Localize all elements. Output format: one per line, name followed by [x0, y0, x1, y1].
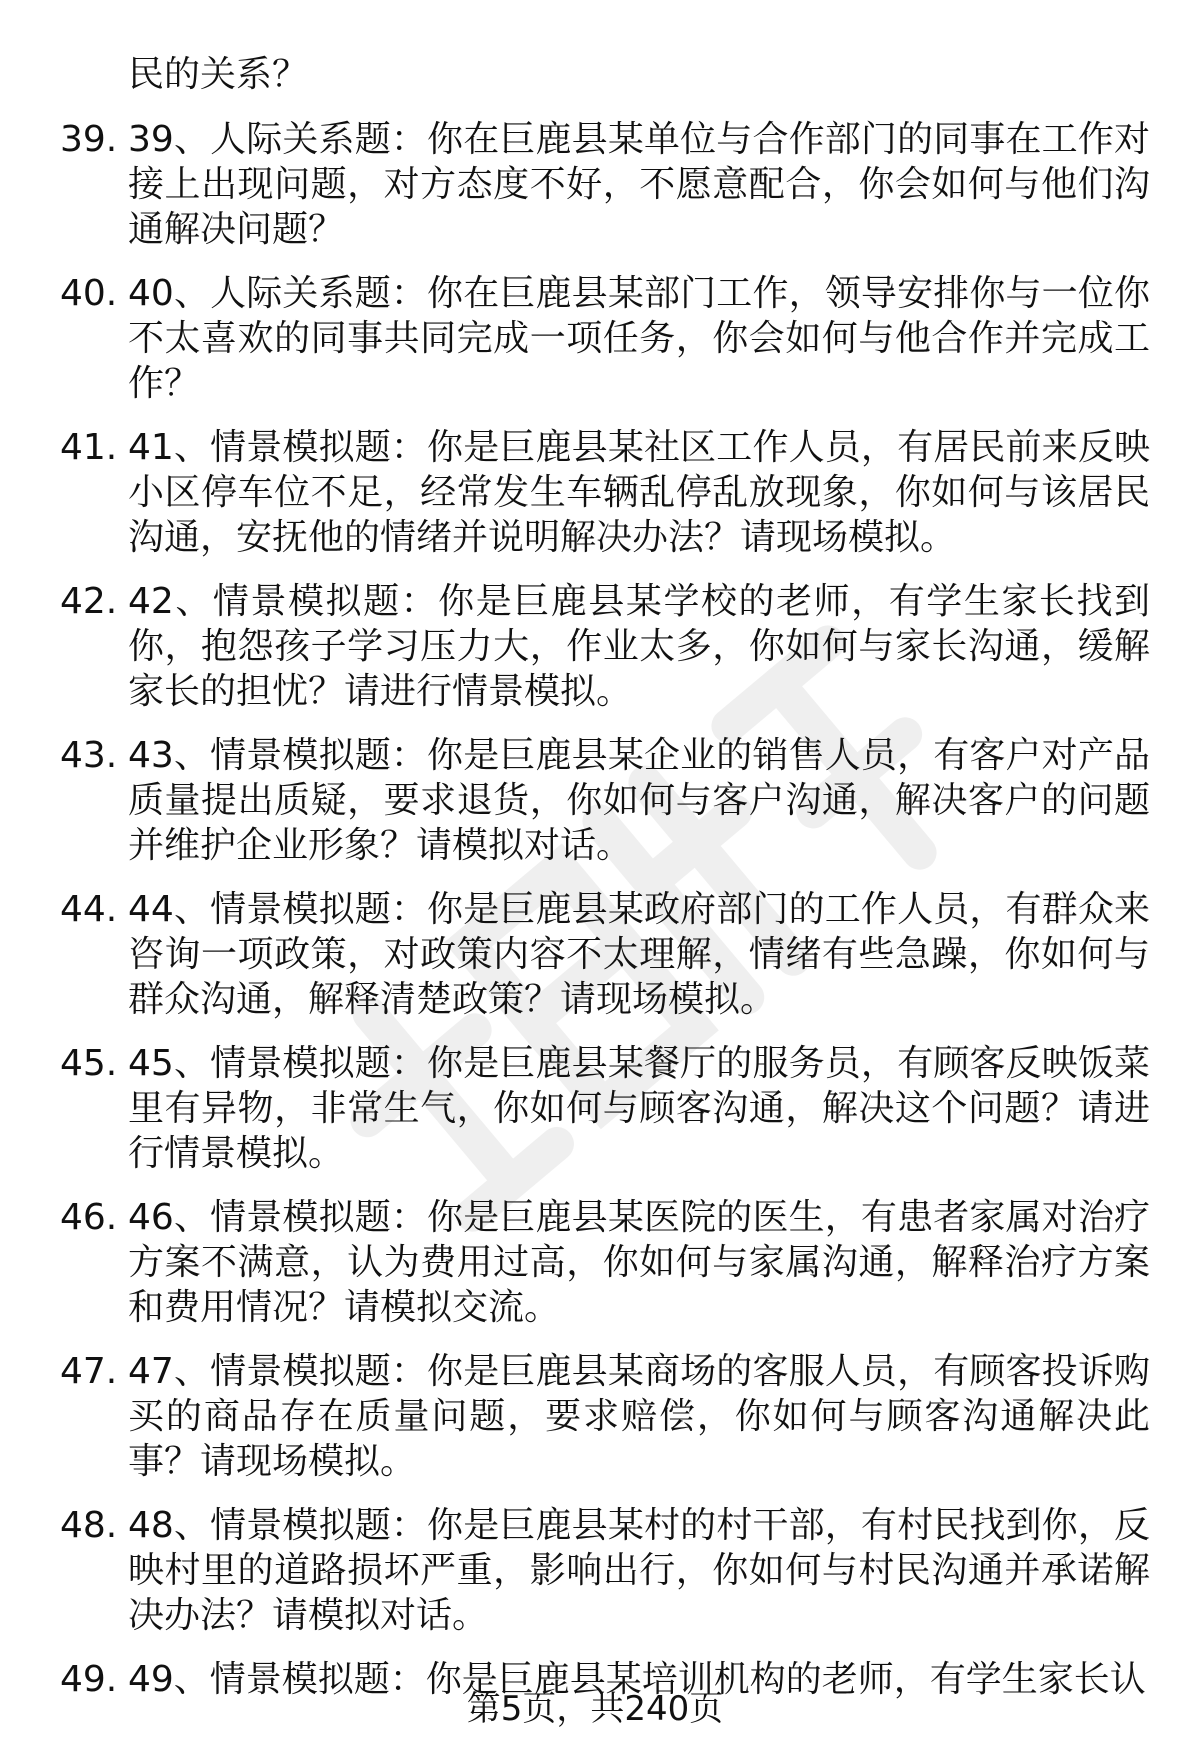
list-item	[60, 579, 1150, 714]
list-item-number: 42.	[60, 581, 118, 622]
list-item-number: 40.	[60, 273, 118, 314]
list-item-number: 43.	[60, 735, 118, 776]
list-item-number: 48.	[60, 1505, 118, 1546]
list-item	[60, 887, 1150, 1022]
list-item	[60, 1503, 1150, 1638]
list-item	[60, 1195, 1150, 1330]
list-item-text: 45、情景模拟题：你是巨鹿县某餐厅的服务员，有顾客反映饭菜里有异物，非常生气，你如何与顾客沟通，解决这个问题？请进行情景模拟。	[128, 1043, 1150, 1174]
list-item-text: 39、人际关系题：你在巨鹿县某单位与合作部门的同事在工作对接上出现问题，对方态度不好，不愿意配合，你会如何与他们沟通解决问题？	[128, 119, 1150, 250]
list-item-text: 47、情景模拟题：你是巨鹿县某商场的客服人员，有顾客投诉购买的商品存在质量问题，要求赔偿，你如何与顾客沟通解决此事？请现场模拟。	[128, 1351, 1150, 1482]
question-list	[60, 52, 1150, 1721]
page-number-footer: 第5页，共240页	[466, 1689, 724, 1729]
list-item	[60, 117, 1150, 252]
list-item-text: 42、情景模拟题：你是巨鹿县某学校的老师，有学生家长找到你，抱怨孩子学习压力大，作业太多，你如何与家长沟通，缓解家长的担忧？请进行情景模拟。	[128, 581, 1150, 712]
list-item-number: 47.	[60, 1351, 118, 1392]
list-item-number: 45.	[60, 1043, 118, 1084]
list-item-text: 49、情景模拟题：你是巨鹿县某培训机构的老师，有学生家长认	[128, 1659, 1146, 1700]
list-item	[60, 1349, 1150, 1484]
list-item-number: 46.	[60, 1197, 118, 1238]
list-item	[60, 271, 1150, 406]
list-item-number: 39.	[60, 119, 118, 160]
list-item	[60, 1041, 1150, 1176]
list-item-text: 48、情景模拟题：你是巨鹿县某村的村干部，有村民找到你，反映村里的道路损坏严重，影响出行，你如何与村民沟通并承诺解决办法？请模拟对话。	[128, 1505, 1150, 1636]
list-item-text: 40、人际关系题：你在巨鹿县某部门工作，领导安排你与一位你不太喜欢的同事共同完成一项任务，你会如何与他合作并完成工作？	[128, 273, 1150, 404]
list-item-text: 44、情景模拟题：你是巨鹿县某政府部门的工作人员，有群众来咨询一项政策，对政策内容不太理解，情绪有些急躁，你如何与群众沟通，解释清楚政策？请现场模拟。	[128, 889, 1150, 1020]
list-item-number: 44.	[60, 889, 118, 930]
list-item-text: 46、情景模拟题：你是巨鹿县某医院的医生，有患者家属对治疗方案不满意，认为费用过高，你如何与家属沟通，解释治疗方案和费用情况？请模拟交流。	[128, 1197, 1150, 1328]
list-item-text: 43、情景模拟题：你是巨鹿县某企业的销售人员，有客户对产品质量提出质疑，要求退货，你如何与客户沟通，解决客户的问题并维护企业形象？请模拟对话。	[128, 735, 1150, 866]
list-item-text: 41、情景模拟题：你是巨鹿县某社区工作人员，有居民前来反映小区停车位不足，经常发生车辆乱停乱放现象，你如何与该居民沟通，安抚他的情绪并说明解决办法？请现场模拟。	[128, 427, 1150, 558]
list-item-number: 41.	[60, 427, 118, 468]
list-item	[60, 425, 1150, 560]
list-item	[60, 733, 1150, 868]
continued-question-text: 民的关系？	[128, 54, 309, 95]
list-item-number: 49.	[60, 1659, 118, 1700]
